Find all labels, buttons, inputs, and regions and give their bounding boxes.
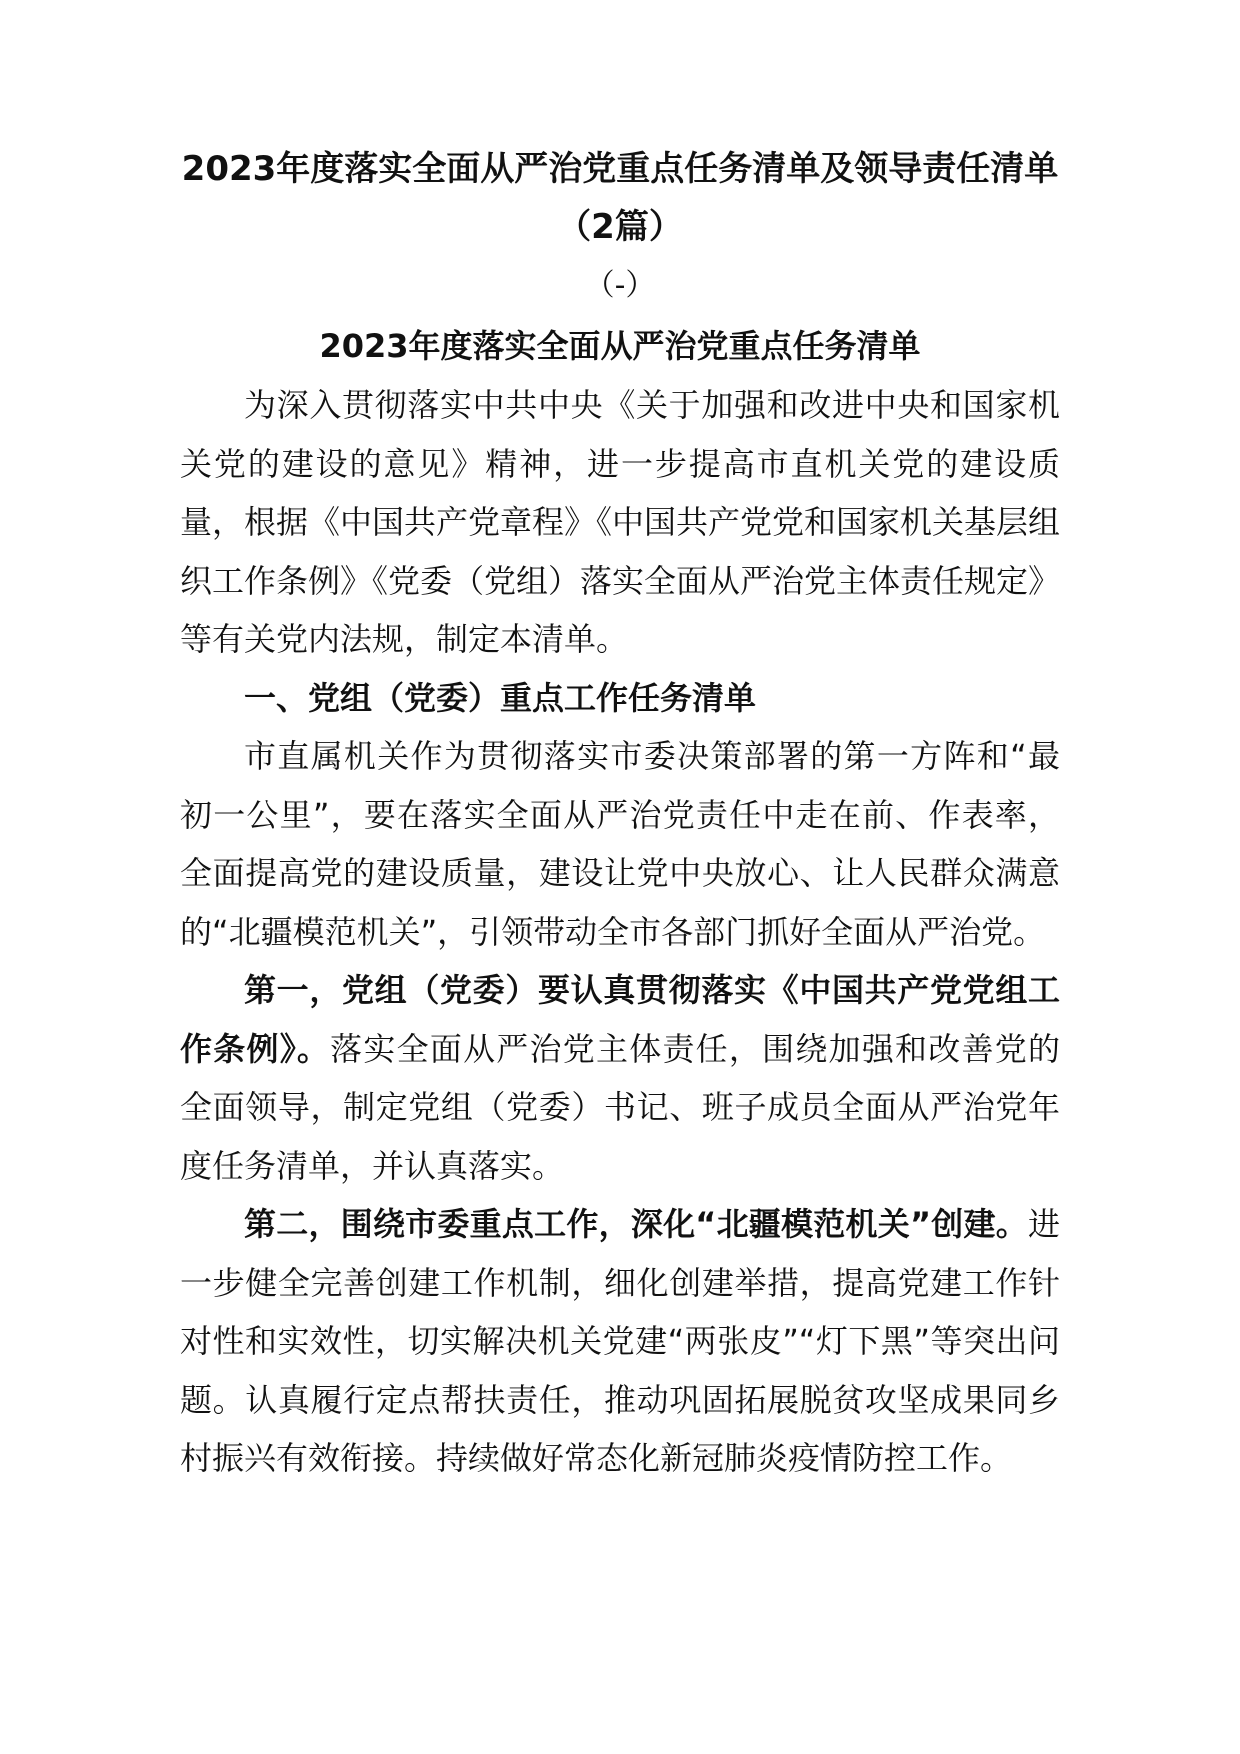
document-title: 2023年度落实全面从严治党重点任务清单及领导责任清单 <box>181 149 1059 189</box>
item-2-lead: 第二，围绕市委重点工作，深化“北疆模范机关”创建。 <box>244 1205 1028 1243</box>
item-1-lead: 第一，党组（党委）要认真贯彻落实《中国共产党党组工作条例》。 <box>180 971 1060 1068</box>
part-number: （-） <box>584 268 656 303</box>
item-1-text: 落实全面从严治党主体责任，围绕加强和改善党的全面领导，制定党组（党委）书记、班子成员全面从严治党年度任务清单，并认真落实。 <box>180 1029 1060 1185</box>
intro-paragraph: 为深入贯彻落实中共中央《关于加强和改进中央和国家机关党的建设的意见》精神，进一步提高市直机关党的建设质量，根据《中国共产党章程》《中国共产党党和国家机关基层组织工作条例》《党委（党组）落实全面从严治党主体责任规定》等有关党内法规，制定本清单。 <box>180 386 1061 658</box>
item-2-text: 进一步健全完善创建工作机制，细化创建举措，提高党建工作针对性和实效性，切实解决机关党建“两张皮”“灯下黑”等突出问题。认真履行定点帮扶责任，推动巩固拓展脱贫攻坚成果同乡村振兴有效衔接。持续做好常态化新冠肺炎疫情防控工作。 <box>180 1205 1060 1477</box>
section-subtitle: 2023年度落实全面从严治党重点任务清单 <box>319 327 921 365</box>
section-1-paragraph: 市直属机关作为贯彻落实市委决策部署的第一方阵和“最初一公里”，要在落实全面从严治党责任中走在前、作表率，全面提高党的建设质量，建设让党中央放心、让人民群众满意的“北疆模范机关”，引领带动全市各部门抓好全面从严治党。 <box>180 737 1060 951</box>
document-title-count: （2篇） <box>557 207 683 247</box>
item-2-paragraph <box>180 1195 1060 1488</box>
item-1-paragraph <box>180 961 1060 1195</box>
document-body <box>180 140 1060 1488</box>
section-heading-1: 一、党组（党委）重点工作任务清单 <box>244 678 757 717</box>
